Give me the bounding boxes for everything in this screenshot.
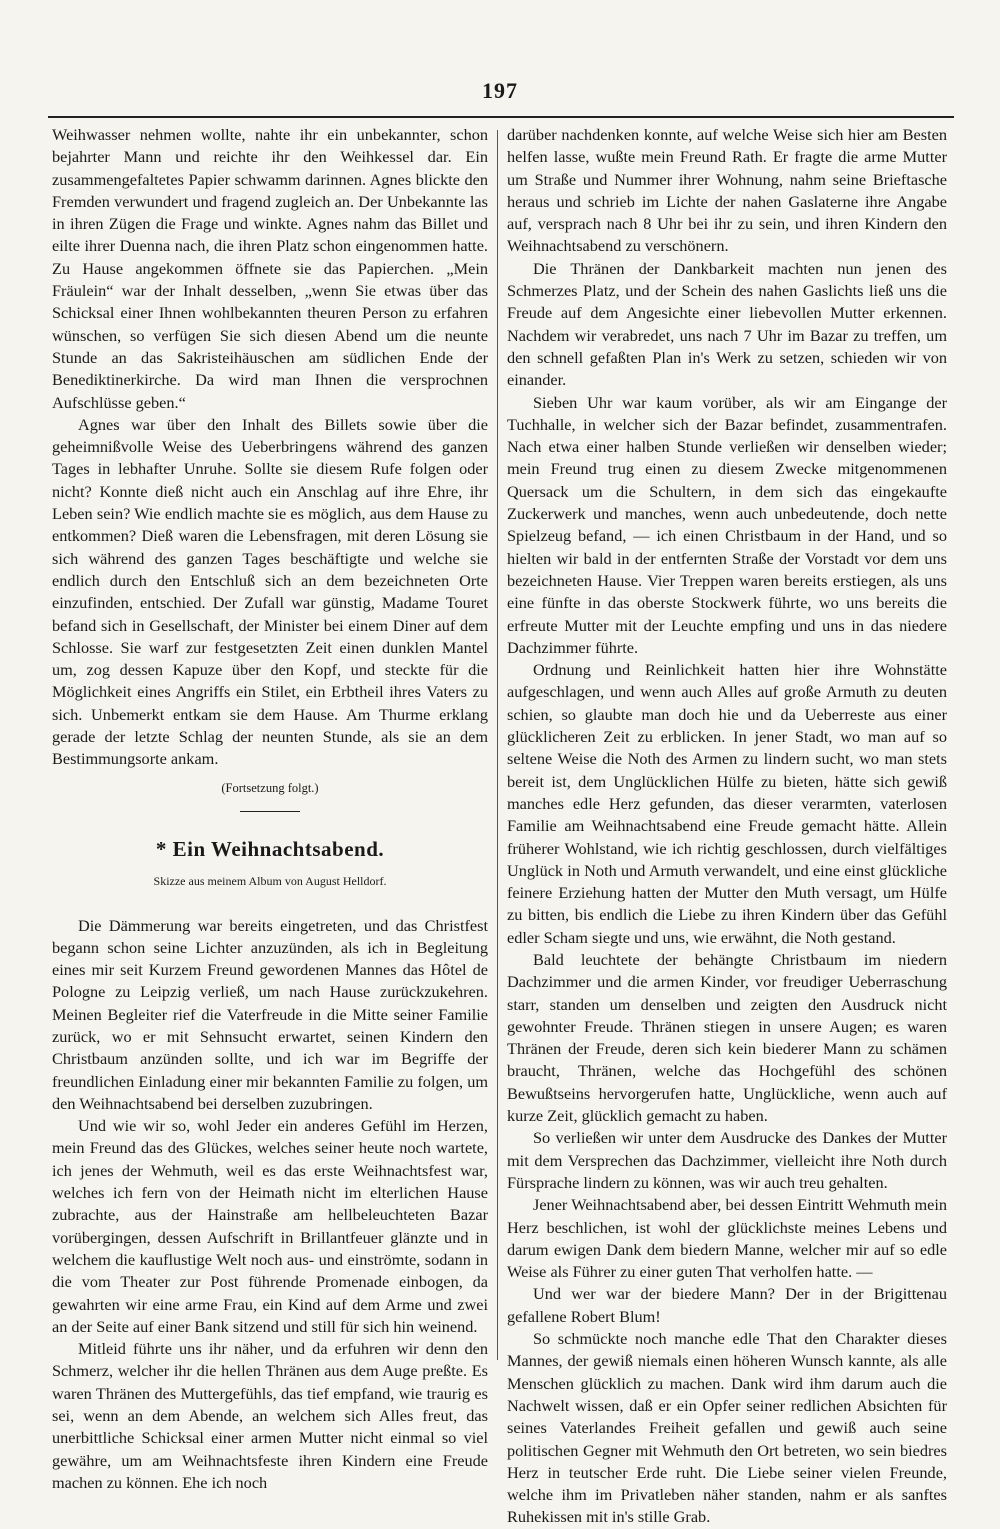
- paragraph: Die Thränen der Dankbarkeit machten nun jenen des Schmerzes Platz, und der Schein des nahen Gaslichts ließ uns die Freude auf dem Angesichte einer liebevollen Mutter erkennen. Nachdem wir verabredet, uns nach 7 Uhr im Bazar zu treffen, um den schnell gefaßten Plan in's Werk zu setzen, schieden wir von einander.: [507, 258, 947, 390]
- page-number: 197: [482, 78, 518, 103]
- paragraph: Ordnung und Reinlichkeit hatten hier ihre Wohnstätte aufgeschlagen, und wenn auch Alles auf große Armuth zu deuten schien, so glaubte man doch hie und da Ueberreste aus einer glücklicheren Zeit zu erblicken. In jener Stadt, wo man auf so seltene Weise die Noth des Armen zu lindern sucht, wo man stets bereit ist, dem Unglücklichen Hülfe zu bieten, hätte sich gewiß manches edle Herz gefunden, das dieser verarmten, vaterlosen Familie am Weihnachtsabend eine Freude gemacht hätte. Allein früherer Wohlstand, wie ich richtig geschlossen, durch vielfältiges Unglück in Noth und Armuth verwandelt, und eine einst glückliche feinere Erziehung hatten der Mutter den Muth versagt, um Hülfe zu bitten, bis endlich die Liebe zu ihren Kindern über das Gefühl edler Scham siegte und uns, wie erwähnt, die Noth gestand.: [507, 660, 947, 947]
- paragraph: Und wer war der biedere Mann? Der in der Brigittenau gefallene Robert Blum!: [507, 1284, 947, 1326]
- paragraph: Jener Weihnachtsabend aber, bei dessen Eintritt Wehmuth mein Herz beschlichen, ist wohl der glücklichste meines Lebens und darum ewigen Dank dem biedern Manne, welcher mir auf so edle Weise als Führer zu einer guten That verholfen hatte. —: [507, 1195, 947, 1282]
- article-separator: [240, 811, 300, 812]
- paragraph-continuation: Weihwasser nehmen wollte, nahte ihr ein unbekannter, schon bejahrter Mann und reichte ihr den Weihkessel dar. Ein zusammengefaltetes Papier schwamm darinnen. Agnes blickte den Fremden verwundert und fragend zugleich an. Der Unbekannte las in ihren Zügen die Frage und winkte. Agnes nahm das Billet und eilte ihrer Duenna nach, die ihren Platz schon eingenommen hatte. Zu Hause angekommen öffnete sie das Papierchen. „Mein Fräulein“ war der Inhalt desselben, „wenn Sie etwas über das Schicksal einer Ihnen wohlbekannten theuren Person zu erfahren wünschen, so verfügen Sie sich diesen Abend um die neunte Stunde an das Sakristeihäuschen am südlichen Ende der Benediktinerkirche. Da wird man Ihnen die versprochnen Aufschlüsse geben.“: [52, 125, 488, 412]
- left-column: [52, 124, 488, 1494]
- paragraph: Mitleid führte uns ihr näher, und da erfuhren wir denn den Schmerz, welcher ihr die hellen Thränen aus dem Auge preßte. Es waren Thränen des Muttergefühls, das tief empfand, wie traurig es sei, wenn an dem Abende, an welchem sich Alles freut, das unerbittliche Schicksal einer armen Mutter nicht einmal so viel gewähre, um am Weihnachtsfeste ihren Kindern eine Freude machen zu können. Ehe ich noch: [52, 1339, 488, 1492]
- paragraph: Sieben Uhr war kaum vorüber, als wir am Eingange der Tuchhalle, in welcher sich der Bazar befindet, zusammentrafen. Nach etwa einer halben Stunde verließen wir denselben wieder; mein Freund trug einen zu diesem Zwecke mitgenommenen Quersack um die Schultern, in dem sich das eingekaufte Zuckerwerk und manches, wenn auch unbedeutende, doch nette Spielzeug befand, — ich einen Christbaum in der Hand, und so hielten wir bald in der entfernten Straße der Vorstadt vor dem uns bezeichneten Hause. Vier Treppen waren bereits erstiegen, als uns eine fünfte in das oberste Stockwerk führte, wo uns bereits die erfreute Mutter mit der Leuchte empfing und uns in das niedere Dachzimmer führte.: [507, 392, 947, 657]
- article-subtitle: Skizze aus meinem Album von August Helldorf.: [153, 874, 387, 889]
- paragraph-continuation: darüber nachdenken konnte, auf welche Weise sich hier am Besten helfen lasse, wußte mein Freund Rath. Er fragte die arme Mutter um Straße und Nummer ihrer Wohnung, nahm seine Brieftasche heraus und schrieb im Lichte der nahen Gaslaterne ihre Angabe auf, versprach nach 8 Uhr bei ihr zu sein, und ihren Kindern den Weihnachtsabend zu verschönern.: [507, 125, 947, 256]
- paragraph: Und wie wir so, wohl Jeder ein anderes Gefühl im Herzen, mein Freund das des Glückes, welches seiner heute noch wartete, ich jenes der Wehmuth, weil es das erste Weihnachtsfest war, welches ich fern von der Heimath nicht im elterlichen Hause zubrachte, aus der Hainstraße am hellbeleuchteten Bazar vorübergingen, dessen Aufschrift in Brillantfeuer glänzte und in welchem die kauflustige Welt noch aus- und einströmte, sodann in die vom Theater zur Post führende Promenade einbogen, da gewahrten wir eine arme Frau, ein Kind auf dem Arme und zwei an der Seite auf einer Bank sitzend und still für sich hin weinend.: [52, 1116, 488, 1336]
- paragraph: Bald leuchtete der behängte Christbaum im niedern Dachzimmer und die armen Kinder, vor freudiger Ueberraschung starr, standen um denselben und zeigten den Ausdruck nicht gewohnter Freude. Thränen stiegen in unsere Augen; es waren Thränen der Freude, deren sich kein biederer Mann zu schämen braucht, Thränen, welche das Hochgefühl des schönen Bewußtseins hervorgerufen hatte, Unglückliche, wenn auch auf kurze Zeit, glücklich gemacht zu haben.: [507, 949, 947, 1126]
- paragraph: So verließen wir unter dem Ausdrucke des Dankes der Mutter mit dem Versprechen das Dachzimmer, vielleicht ihre Noth durch Fürsprache lindern zu können, was wir auch treu gehalten.: [507, 1128, 947, 1192]
- article-title: * Ein Weihnachtsabend.: [155, 836, 385, 861]
- paragraph: So schmückte noch manche edle That den Charakter dieses Mannes, der gewiß niemals einen höheren Wunsch kannte, als alle Menschen glücklich zu machen. Dank wird ihm darum auch die Nachwelt wissen, daß er ein Opfer seiner redlichen Absichten für seines Vaterlandes Freiheit gefallen und gewiß auch seine politischen Gegner mit Wehmuth den Ort betreten, wo sein biedres Herz in teutscher Erde ruht. Die Liebe seiner vielen Freunde, welche ihm im Privatleben näher standen, nahm er als sanftes Ruhekissen mit in's stille Grab.: [507, 1329, 947, 1527]
- continued-note: (Fortsetzung folgt.): [221, 780, 319, 795]
- header-rule: [48, 116, 954, 118]
- right-column: [507, 124, 947, 1529]
- paragraph: Die Dämmerung war bereits eingetreten, und das Christfest begann schon seine Lichter anzuzünden, als ich in Begleitung eines mir seit Kurzem Freund gewordenen Mannes das Hôtel de Pologne zu Leipzig verließ, um nach Hause zurückzukehren. Meinen Begleiter rief die Vaterfreude in die Mitte seiner Familie zurück, wo er mit Sehnsucht erwartet, seinen Kindern den Christbaum anzünden sollte, und ich war im Begriffe der freundlichen Einladung einer mir bekannten Familie zu folgen, um den Weihnachtsabend bei derselben zuzubringen.: [52, 915, 488, 1113]
- column-divider: [497, 130, 498, 1360]
- paragraph: Agnes war über den Inhalt des Billets sowie über die geheimnißvolle Weise des Ueberbringens während des ganzen Tages in lebhafter Unruhe. Sollte sie diesem Rufe folgen oder nicht? Konnte dieß nicht auch ein Anschlag auf ihre Ehre, ihr Leben sein? Wie endlich machte sie es möglich, aus dem Hause zu entkommen? Dieß waren die Lebensfragen, mit deren Lösung sie sich während des ganzen Tages beschäftigte und welche sie endlich durch den Entschluß sich an dem bezeichneten Orte einzufinden, entschied. Der Zufall war günstig, Madame Touret befand sich in Gesellschaft, der Minister bei einem Diner auf dem Schlosse. Sie warf zur festgesetzten Zeit einen dunklen Mantel um, zog dessen Kapuze über den Kopf, und steckte für die Möglichkeit eines Angriffs ein Stilet, ein Erbtheil ihres Vaters zu sich. Unbemerkt entkam sie dem Hause. Am Thurme erklang gerade der letzte Schlag der neunten Stunde, als sie an dem Bestimmungsorte ankam.: [52, 414, 488, 769]
